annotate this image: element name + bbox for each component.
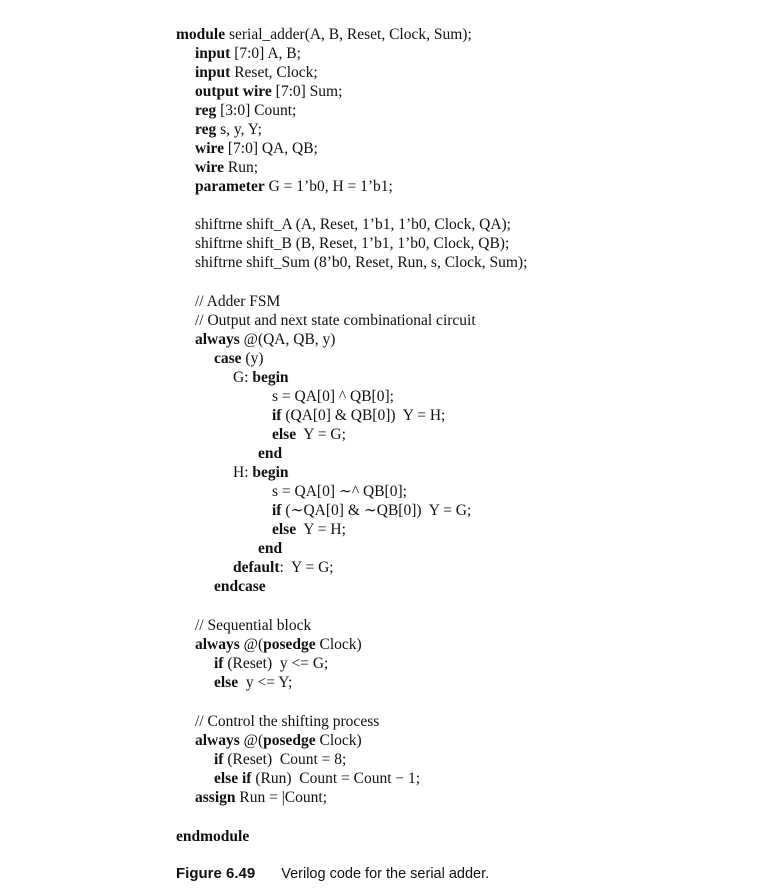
code-text: [7:0] QA, QB; — [223, 140, 318, 157]
code-text: G: — [233, 369, 253, 386]
code-text: s = QA[0] ∼^ QB[0]; — [272, 483, 407, 500]
code-text: y <= Y; — [238, 674, 293, 691]
code-text: Reset, Clock; — [230, 64, 318, 81]
code-keyword: endmodule — [176, 828, 250, 845]
code-text: Y = H; — [296, 521, 346, 538]
code-text: (Reset) y <= G; — [223, 655, 329, 672]
code-text: [3:0] Count; — [216, 102, 297, 119]
code-line — [195, 788, 327, 807]
code-text: Run; — [223, 159, 259, 176]
code-text: (∼QA[0] & ∼QB[0]) Y = G; — [281, 502, 472, 519]
code-line — [272, 387, 394, 406]
code-line — [195, 234, 509, 253]
figure-caption — [176, 864, 489, 884]
code-text: // Output and next state combinational circuit — [195, 312, 476, 329]
code-text: Run = |Count; — [235, 789, 328, 806]
code-comment — [195, 712, 379, 731]
code-line — [195, 120, 262, 139]
code-line — [195, 63, 318, 82]
code-keyword: always — [195, 636, 240, 653]
code-line — [195, 158, 258, 177]
code-line — [195, 253, 527, 272]
code-text: shiftrne shift_B (B, Reset, 1’b1, 1’b0, Clock, QB); — [195, 235, 510, 252]
code-keyword: else — [214, 674, 239, 691]
code-line — [258, 539, 282, 558]
code-comment — [195, 292, 280, 311]
code-keyword: else if — [214, 770, 252, 787]
code-keyword: reg — [195, 102, 217, 119]
code-line — [272, 520, 346, 539]
code-keyword: if — [214, 655, 224, 672]
code-text: Clock) — [315, 732, 362, 749]
code-line — [258, 444, 282, 463]
code-line — [214, 769, 420, 788]
code-line — [195, 215, 511, 234]
code-line — [195, 44, 301, 63]
code-text: shiftrne shift_A (A, Reset, 1’b1, 1’b0, Clock, QA); — [195, 216, 511, 233]
code-text: // Control the shifting process — [195, 713, 380, 730]
code-text: // Adder FSM — [195, 293, 281, 310]
code-keyword: always — [195, 331, 240, 348]
code-line — [195, 101, 296, 120]
code-text: (QA[0] & QB[0]) Y = H; — [281, 407, 446, 424]
code-keyword: input — [195, 45, 231, 62]
figure-caption-text: Verilog code for the serial adder. — [281, 866, 490, 882]
code-line — [195, 139, 318, 158]
code-text: serial_adder(A, B, Reset, Clock, Sum); — [225, 26, 472, 43]
code-keyword: begin — [252, 464, 289, 481]
code-text: G = 1’b0, H = 1’b1; — [264, 178, 393, 195]
code-keyword: output wire — [195, 83, 272, 100]
code-text: s, y, Y; — [216, 121, 262, 138]
code-line — [272, 406, 445, 425]
code-text: (Run) Count = Count − 1; — [251, 770, 421, 787]
code-line — [214, 673, 292, 692]
code-text: @( — [239, 636, 264, 653]
code-text: // Sequential block — [195, 617, 312, 634]
code-keyword: end — [258, 540, 283, 557]
code-keyword: begin — [252, 369, 289, 386]
code-keyword: assign — [195, 789, 236, 806]
code-comment — [195, 616, 311, 635]
code-keyword: default — [233, 559, 280, 576]
code-line — [272, 501, 471, 520]
code-text: @(QA, QB, y) — [239, 331, 336, 348]
figure-label: Figure 6.49 — [176, 865, 256, 882]
code-keyword: endcase — [214, 578, 266, 595]
code-text: [7:0] A, B; — [230, 45, 301, 62]
code-keyword: case — [214, 350, 242, 367]
code-keyword: parameter — [195, 178, 265, 195]
code-text: (y) — [241, 350, 264, 367]
code-keyword: module — [176, 26, 226, 43]
code-line — [195, 82, 342, 101]
code-keyword: posedge — [263, 636, 316, 653]
code-line — [214, 654, 328, 673]
code-text: H: — [233, 464, 253, 481]
code-comment — [195, 311, 476, 330]
code-keyword: input — [195, 64, 231, 81]
code-line — [176, 827, 249, 846]
code-keyword: always — [195, 732, 240, 749]
code-line — [233, 368, 289, 387]
code-keyword: else — [272, 521, 297, 538]
code-text: Clock) — [315, 636, 362, 653]
code-keyword: if — [272, 407, 282, 424]
code-line — [272, 482, 407, 501]
code-keyword: posedge — [263, 732, 316, 749]
code-text: @( — [239, 732, 264, 749]
code-line — [195, 635, 362, 654]
code-line — [214, 750, 346, 769]
code-text: shiftrne shift_Sum (8’b0, Reset, Run, s, Clock, Sum); — [195, 254, 528, 271]
code-text: (Reset) Count = 8; — [223, 751, 347, 768]
code-keyword: if — [272, 502, 282, 519]
code-line — [233, 463, 289, 482]
code-line — [195, 330, 335, 349]
code-keyword: if — [214, 751, 224, 768]
code-line — [272, 425, 346, 444]
code-line — [214, 349, 264, 368]
code-keyword: else — [272, 426, 297, 443]
code-line — [195, 731, 362, 750]
code-text: Y = G; — [296, 426, 346, 443]
code-line — [214, 577, 266, 596]
code-keyword: wire — [195, 159, 224, 176]
code-line — [176, 25, 472, 44]
code-text: s = QA[0] ^ QB[0]; — [272, 388, 394, 405]
code-keyword: reg — [195, 121, 217, 138]
code-keyword: end — [258, 445, 283, 462]
code-keyword: wire — [195, 140, 224, 157]
code-line — [233, 558, 334, 577]
code-text: : Y = G; — [279, 559, 334, 576]
code-text: [7:0] Sum; — [271, 83, 343, 100]
code-line — [195, 177, 393, 196]
